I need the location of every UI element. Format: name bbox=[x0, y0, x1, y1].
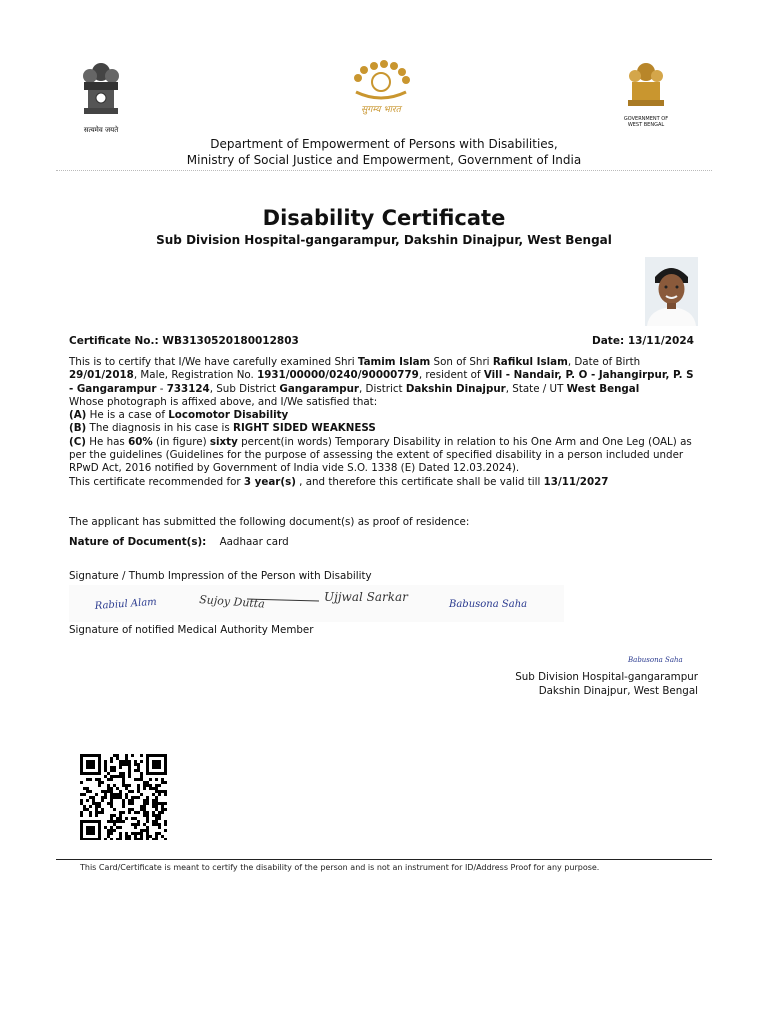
valid-till-date: 13/11/2027 bbox=[543, 475, 609, 488]
nature-of-document bbox=[69, 536, 289, 548]
validity-years: 3 year(s) bbox=[243, 475, 296, 488]
national-emblem-left bbox=[76, 58, 126, 136]
certificate-number bbox=[69, 335, 299, 347]
sub-district: Gangarampur bbox=[279, 382, 359, 395]
certificate-number-value: WB3130520180012803 bbox=[162, 335, 299, 347]
item-b: (B) The diagnosis in his case is RIGHT SIDED WEAKNESS bbox=[69, 422, 376, 435]
state-emblem-icon bbox=[618, 60, 674, 112]
authority-signature bbox=[626, 652, 696, 666]
registration-number: 1931/00000/0240/90000779 bbox=[257, 369, 419, 382]
recommendation: This certificate recommended for 3 year(s) , and therefore this certificate shall be valid till 13/11/2027 bbox=[69, 475, 609, 488]
qr-code bbox=[78, 754, 168, 840]
emblem-caption-line1: GOVERNMENT OF bbox=[623, 116, 669, 122]
medical-authority-label: Signature of notified Medical Authority Member bbox=[69, 624, 314, 636]
hospital-name: Sub Division Hospital-gangarampur bbox=[515, 671, 698, 683]
photo-statement: Whose photograph is affixed above, and I/We satisfied that: bbox=[69, 395, 378, 408]
father-name: Rafikul Islam bbox=[492, 356, 568, 368]
certification-paragraph: This is to certify that I/We have carefully examined Shri Tamim Islam Son of Shri Rafikul Islam, Date of Birth 29/01/2018, Male, Registration No. 1931/00000/0240/90000779, resident of Vill - Nandair, P. O - Jahangirpur, P. S - Gangarampur - 733124, Sub District Gangarampur, District Dakshin Dinajpur, State / UT West Bengal bbox=[69, 356, 694, 395]
date-of-birth: 29/01/2018 bbox=[69, 369, 134, 382]
disability-type: Locomotor Disability bbox=[168, 409, 289, 422]
emblem-caption-line2: WEST BENGAL bbox=[627, 122, 665, 128]
department-header bbox=[0, 136, 768, 168]
person-signature: Rabiul Alam bbox=[94, 596, 158, 612]
nature-label: Nature of Document(s): bbox=[69, 536, 207, 548]
residence-statement: The applicant has submitted the following document(s) as proof of residence: bbox=[69, 516, 470, 528]
member3-signature: Babusona Saha bbox=[449, 599, 528, 610]
state: West Bengal bbox=[566, 382, 640, 395]
page-subtitle: Sub Division Hospital-gangarampur, Dakshin Dinajpur, West Bengal bbox=[156, 233, 612, 247]
sugamya-bharat-logo bbox=[344, 58, 418, 120]
member2-signature: Ujjwal Sarkar bbox=[324, 590, 408, 604]
certificate-date-value: 13/11/2024 bbox=[627, 335, 694, 347]
address: Vill - Nandair, P. O - Jahangirpur, P. S - Gangarampur bbox=[69, 369, 694, 395]
emblem-motto: सत्यमेव जयते bbox=[83, 126, 119, 134]
item-c: (C) He has 60% (in figure) sixty percent(in words) Temporary Disability in relation to his One Arm and One Leg (OAL) as per the guidelines (Guidelines for the purpose of assessing the extent of specified disability in a person included under RPwD Act, 2016 notified by Government of India vide S.O. 1338 (E) Dated 12.03.2024). bbox=[69, 435, 692, 475]
qr-code-icon bbox=[78, 754, 168, 840]
emblem-caption bbox=[618, 116, 674, 128]
district: Dakshin Dinajpur bbox=[405, 382, 506, 395]
nature-value: Aadhaar card bbox=[219, 536, 289, 548]
disability-percent-words: sixty bbox=[209, 435, 238, 448]
svg-text:Babusona Saha: Babusona Saha bbox=[628, 656, 683, 664]
pin-code: 733124 bbox=[166, 382, 210, 395]
certificate-number-label: Certificate No.: bbox=[69, 335, 159, 347]
page-title: Disability Certificate bbox=[262, 206, 506, 230]
thumb-impression-label: Signature / Thumb Impression of the Person with Disability bbox=[69, 570, 372, 582]
issuing-hospital bbox=[460, 670, 698, 698]
hospital-location: Dakshin Dinajpur, West Bengal bbox=[538, 685, 698, 697]
dept-line1: Department of Empowerment of Persons with Disabilities, bbox=[210, 137, 558, 151]
footer-note: This Card/Certificate is meant to certify the disability of the person and is not an instrument for ID/Address Proof for any purpose. bbox=[80, 863, 600, 872]
accessible-india-logo-icon bbox=[344, 58, 418, 106]
disability-percent: 60% bbox=[128, 435, 153, 448]
ashoka-emblem-icon bbox=[76, 58, 126, 128]
dept-line2: Ministry of Social Justice and Empowerment, Government of India bbox=[186, 153, 582, 167]
certificate-date bbox=[592, 335, 694, 347]
member1-signature: Sujoy Dutta bbox=[198, 593, 266, 611]
person-photo-icon bbox=[645, 257, 698, 326]
item-a: (A) He is a case of Locomotor Disability bbox=[69, 409, 289, 422]
header-divider bbox=[56, 170, 712, 171]
patient-name: Tamim Islam bbox=[357, 356, 431, 368]
applicant-photo bbox=[645, 257, 698, 326]
signature-strip bbox=[69, 585, 564, 622]
certificate-body bbox=[69, 356, 701, 489]
logo-text: सुगम्य भारत bbox=[361, 105, 401, 115]
diagnosis: RIGHT SIDED WEAKNESS bbox=[233, 422, 376, 435]
certificate-date-label: Date: bbox=[592, 335, 625, 347]
footer-divider bbox=[56, 859, 712, 860]
west-bengal-emblem bbox=[618, 60, 674, 132]
